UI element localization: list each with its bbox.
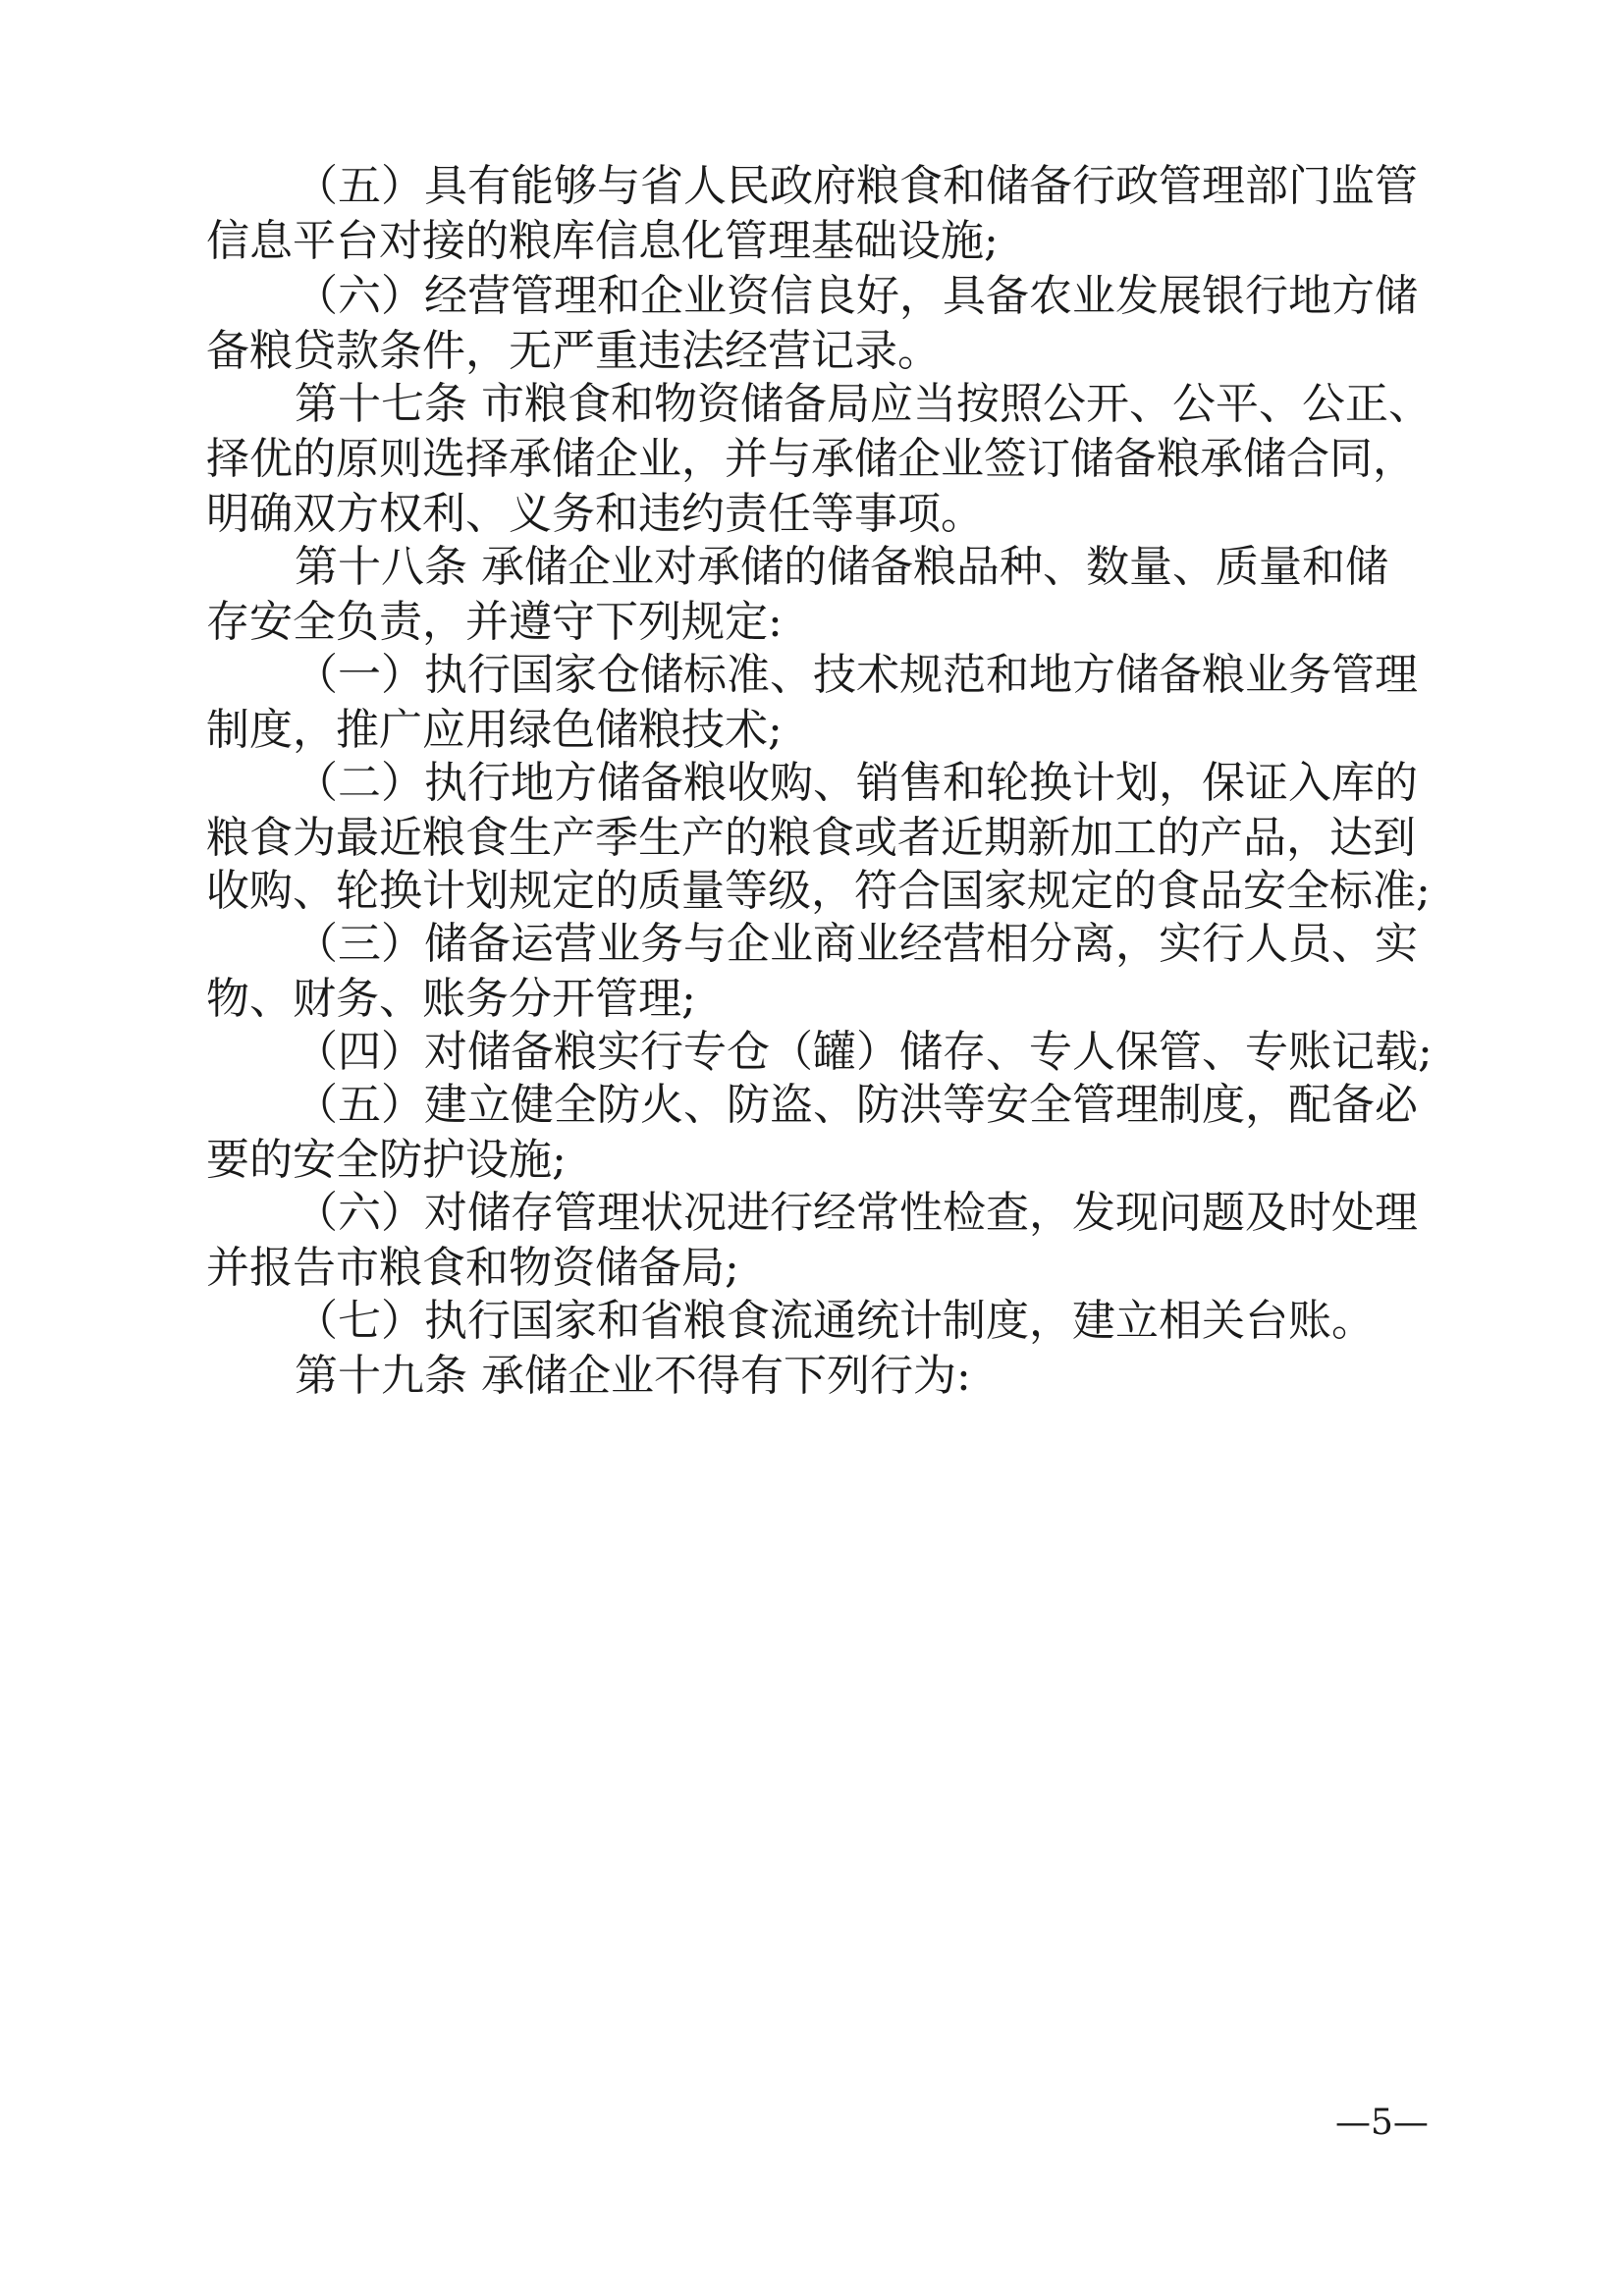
text-line: 择优的原则选择承储企业，并与承储企业签订储备粮承储合同， — [206, 434, 1416, 484]
text-line: 存安全负责，并遵守下列规定: — [206, 597, 783, 647]
text-line: （二）执行地方储备粮收购、销售和轮换计划，保证入库的 — [295, 758, 1418, 808]
text-line: 备粮贷款条件，无严重违法经营记录。 — [206, 326, 941, 376]
text-line: 制度，推广应用绿色储粮技术; — [206, 705, 783, 755]
text-line: （四）对储备粮实行专仓（罐）储存、专人保管、专账记载; — [295, 1027, 1433, 1077]
article-heading-line: 第十九条 承储企业不得有下列行为: — [295, 1351, 971, 1401]
text-line: （一）执行国家仓储标准、技术规范和地方储备粮业务管理 — [295, 650, 1418, 700]
text-line: （七）执行国家和省粮食流通统计制度，建立相关台账。 — [295, 1296, 1375, 1346]
text-line: 明确双方权利、义务和违约责任等事项。 — [206, 489, 984, 539]
article-heading-line: 第十七条 市粮食和物资储备局应当按照公开、公平、公正、 — [295, 379, 1432, 429]
text-line: 收购、轮换计划规定的质量等级，符合国家规定的食品安全标准; — [206, 866, 1431, 916]
text-line: （六）对储存管理状况进行经常性检查，发现问题及时处理 — [295, 1188, 1418, 1238]
page-number: —5— — [1335, 2103, 1429, 2143]
text-line: 物、财务、账务分开管理; — [206, 974, 696, 1024]
text-line: （六）经营管理和企业资信良好，具备农业发展银行地方储 — [295, 271, 1418, 321]
text-line: （五）具有能够与省人民政府粮食和储备行政管理部门监管 — [295, 161, 1418, 211]
text-line: （五）建立健全防火、防盗、防洪等安全管理制度，配备必 — [295, 1080, 1418, 1130]
text-line: （三）储备运营业务与企业商业经营相分离，实行人员、实 — [295, 919, 1418, 969]
text-line: 粮食为最近粮食生产季生产的粮食或者近期新加工的产品，达到 — [206, 813, 1416, 863]
text-line: 信息平台对接的粮库信息化管理基础设施; — [206, 216, 999, 266]
text-line: 并报告市粮食和物资储备局; — [206, 1243, 739, 1293]
text-line: 要的安全防护设施; — [206, 1135, 567, 1185]
article-heading-line: 第十八条 承储企业对承储的储备粮品种、数量、质量和储 — [295, 542, 1388, 592]
